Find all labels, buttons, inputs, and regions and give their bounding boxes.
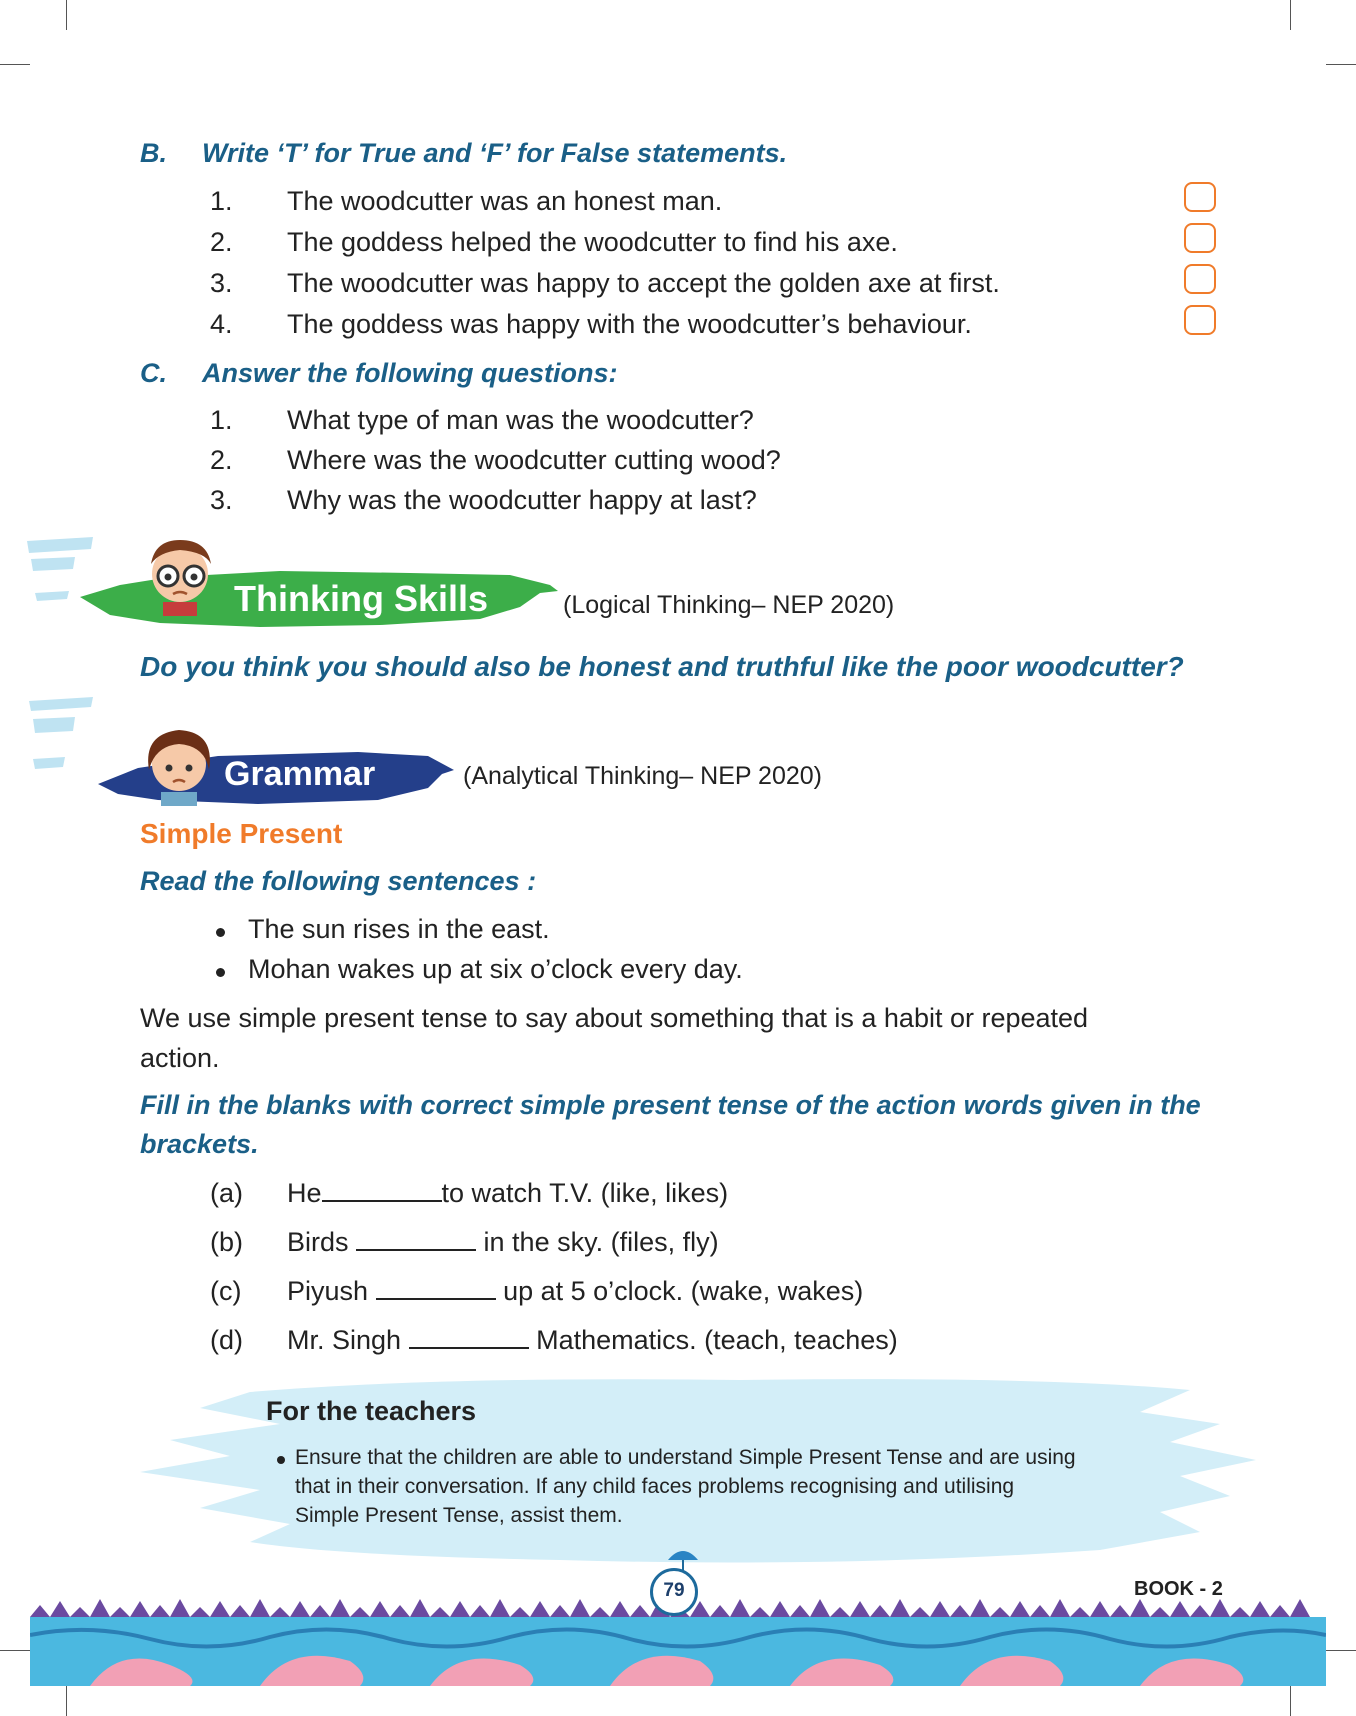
example-sentence: Mohan wakes up at six o’clock every day. [248, 954, 743, 984]
book-label: BOOK - 2 [1134, 1578, 1223, 1600]
item-text: The woodcutter was an honest man. [287, 186, 723, 216]
bullet-icon [216, 928, 225, 937]
answer-box[interactable] [1184, 305, 1216, 335]
item-text: The goddess helped the woodcutter to find his axe. [287, 227, 898, 257]
grammar-tag: (Analytical Thinking– NEP 2020) [463, 762, 822, 790]
item-label: (d) [210, 1325, 243, 1355]
item-number: 1. [210, 186, 233, 216]
section-b-letter: B. [140, 138, 167, 168]
teacher-note-line: Simple Present Tense, assist them. [295, 1504, 623, 1527]
crop-mark [66, 0, 67, 30]
girl-character-icon [135, 718, 223, 808]
thinking-skills-label: Thinking Skills [234, 578, 489, 619]
crop-mark [1290, 0, 1291, 30]
blank-input[interactable] [356, 1229, 476, 1251]
page-number: 79 [663, 1580, 685, 1601]
fill-after: up at 5 o’clock. (wake, wakes) [495, 1276, 864, 1306]
thinking-tag: (Logical Thinking– NEP 2020) [563, 591, 895, 619]
item-number: 4. [210, 309, 233, 339]
item-text: The woodcutter was happy to accept the golden axe at first. [287, 268, 1000, 298]
item-number: 3. [210, 268, 233, 298]
fill-before: Birds [287, 1227, 349, 1257]
crop-mark [0, 64, 30, 65]
item-number: 1. [210, 405, 233, 435]
item-label: (a) [210, 1178, 243, 1208]
explanation-line: We use simple present tense to say about something that is a habit or repeated [140, 1003, 1089, 1033]
example-sentence: The sun rises in the east. [248, 914, 550, 944]
section-c-title: Answer the following questions: [202, 358, 618, 388]
crop-mark [66, 1686, 67, 1716]
fill-after: to watch T.V. (like, likes) [441, 1178, 729, 1208]
blank-input[interactable] [322, 1180, 442, 1202]
fill-after: in the sky. (files, fly) [476, 1227, 719, 1257]
section-b-title: Write ‘T’ for True and ‘F’ for False statements. [202, 138, 788, 168]
bullet-icon [277, 1456, 285, 1464]
item-text: Why was the woodcutter happy at last? [287, 485, 757, 515]
simple-present-heading: Simple Present [140, 818, 343, 849]
fill-before: Piyush [287, 1276, 369, 1306]
section-c-letter: C. [140, 358, 167, 388]
item-text: The goddess was happy with the woodcutter’s behaviour. [287, 309, 972, 339]
item-text: Where was the woodcutter cutting wood? [287, 445, 781, 475]
blank-input[interactable] [409, 1327, 529, 1349]
teachers-title: For the teachers [266, 1396, 477, 1426]
boy-character-icon [135, 530, 225, 620]
item-text: What type of man was the woodcutter? [287, 405, 754, 435]
crop-mark [1290, 1686, 1291, 1716]
answer-box[interactable] [1184, 223, 1216, 253]
fill-instruction: brackets. [140, 1129, 259, 1159]
fill-before: He [287, 1178, 322, 1208]
answer-box[interactable] [1184, 264, 1216, 294]
read-instruction: Read the following sentences : [140, 866, 537, 896]
fill-instruction: Fill in the blanks with correct simple present tense of the action words given in the [140, 1090, 1201, 1120]
item-number: 2. [210, 445, 233, 475]
bullet-icon [216, 968, 225, 977]
crop-mark [1326, 1650, 1356, 1651]
item-number: 2. [210, 227, 233, 257]
answer-box[interactable] [1184, 182, 1216, 212]
thinking-question: Do you think you should also be honest and truthful like the poor woodcutter? [140, 651, 1184, 682]
item-label: (c) [210, 1276, 242, 1306]
umbrella-icon [666, 1546, 700, 1570]
teacher-note-line: that in their conversation. If any child faces problems recognising and utilising [295, 1475, 1015, 1498]
item-label: (b) [210, 1227, 243, 1257]
blank-input[interactable] [376, 1278, 496, 1300]
grammar-label: Grammar [224, 755, 376, 793]
item-number: 3. [210, 485, 233, 515]
crop-mark [0, 1650, 30, 1651]
explanation-line: action. [140, 1043, 220, 1073]
crop-mark [1326, 64, 1356, 65]
teacher-note-line: Ensure that the children are able to understand Simple Present Tense and are using [295, 1446, 1076, 1469]
fill-after: Mathematics. (teach, teaches) [528, 1325, 898, 1355]
fill-before: Mr. Singh [287, 1325, 402, 1355]
